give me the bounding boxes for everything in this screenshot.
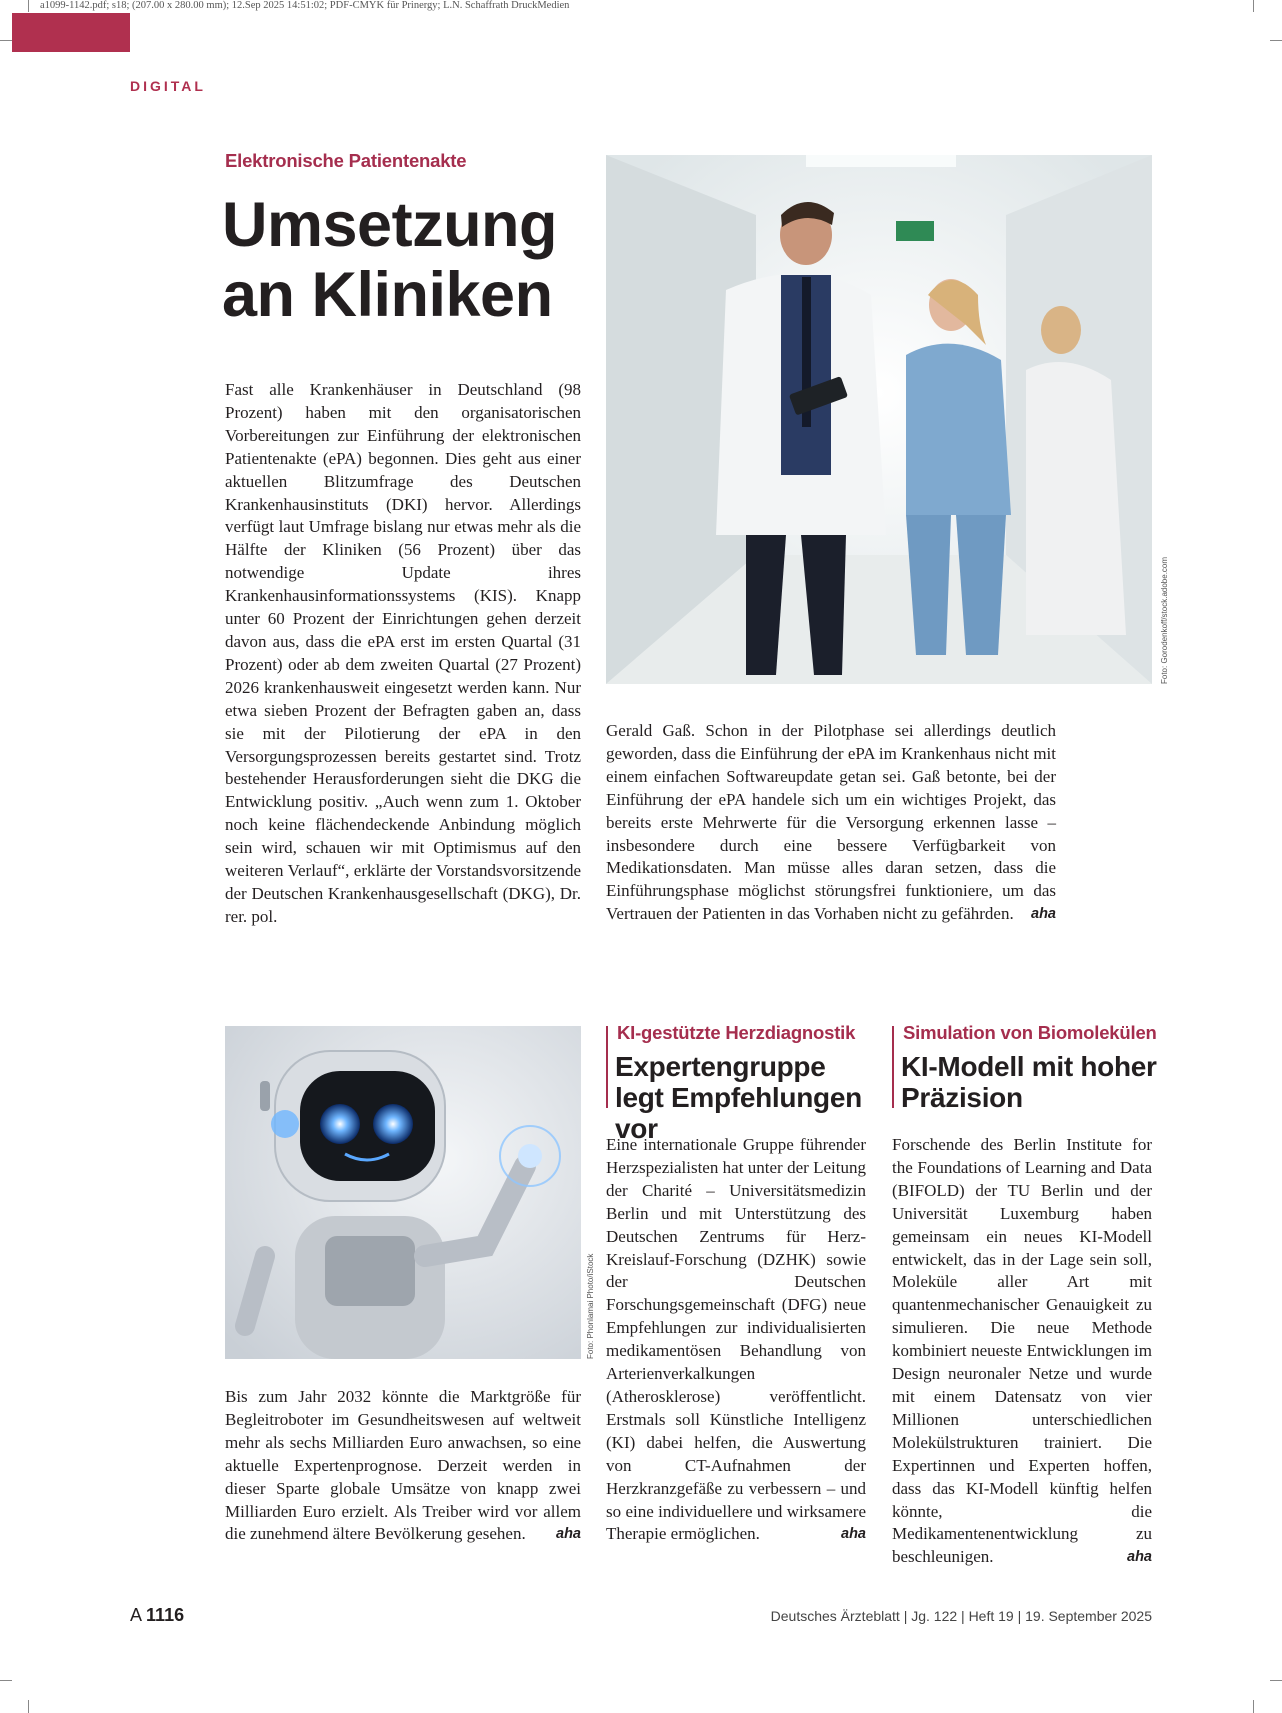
hospital-hallway-photo <box>606 155 1152 684</box>
crop-mark <box>28 1700 29 1713</box>
photo-credit: Foto: Gorodenkoff/stock.adobe.com <box>1160 556 1169 684</box>
article1-text: Fast alle Krankenhäuser in Deutschland (98 Prozent) haben mit den organisatorischen Vorbereitungen zur Einführung der elektronischen Patientenakte (ePA) begonnen. Dies geht aus einer aktuellen Blitzumfrage des Deutschen Krankenhausinstituts (DKI) hervor. Allerdings verfügt laut Umfrage bislang nur etwas mehr als die Hälfte der Kliniken (56 Prozent) über das notwendige Update ihres Krankenhausinformationssystems (KIS). Knapp unter 60 Prozent der Einrichtungen gehen derzeit davon aus, dass die ePA erst im ersten Quartal (31 Prozent) oder ab dem zweiten Quartal (27 Prozent) 2026 krankenhausweit eingesetzt werden kann. Nur etwa sieben Prozent der Befragten gaben an, dass sie mit der Pilotierung der ePA in den Versorgungsprozessen bereits gestartet sind. Trotz bestehender Herausforderungen sieht die DKG die Entwicklung positiv. „Auch wenn zum 1. Oktober noch keine flächendeckende Anbindung möglich sein wird, schauen wir mit Optimismus auf den weiteren Verlauf“, erklärte der Vorstandsvorsitzende der Deutschen Krankenhausgesellschaft (DKG), Dr. rer. pol. <box>225 380 581 926</box>
page-number <box>130 1605 184 1626</box>
hospital-hallway-illustration <box>606 155 1152 684</box>
article4-headline: KI-Modell mit hoher Präzision <box>901 1051 1157 1113</box>
page-prefix: A <box>130 1605 142 1625</box>
crop-mark <box>0 1680 12 1681</box>
author-signature: aha <box>1031 906 1056 923</box>
journal-info: Deutsches Ärzteblatt | Jg. 122 | Heft 19 | 19. September 2025 <box>770 1608 1152 1624</box>
robot-photo <box>225 1026 581 1359</box>
article1-text-continued: Gerald Gaß. Schon in der Pilotphase sei allerdings deutlich geworden, dass die Einführung der ePA im Krankenhaus nicht mit einem einfachen Softwareupdate getan sei. Gaß betonte, bei der Einführung der ePA handele sich um ein wichtiges Projekt, das bereits erste Mehrwerte für die Versorgung erkennen lasse – insbesondere durch eine bessere Verfügbarkeit von Medikationsdaten. Man müsse alles daran setzen, dass die Einführungsphase möglichst störungsfrei funktioniere, um das Vertrauen der Patienten in das Vorhaben nicht zu gefährden. <box>606 721 1056 924</box>
accent-rule <box>892 1026 894 1108</box>
article2-text: Bis zum Jahr 2032 könnte die Marktgröße für Begleitroboter im Gesundheitswesen auf weltweit mehr als sechs Milliarden Euro anwachsen, so eine aktuelle Expertenprognose. Derzeit werden in dieser Sparte globale Umsätze von knapp zwei Milliarden Euro erzielt. Als Treiber wird vor allem die zunehmend ältere Bevölkerung gesehen. <box>225 1387 581 1544</box>
article4-kicker: Simulation von Biomolekülen <box>903 1022 1157 1043</box>
crop-mark <box>0 40 12 41</box>
crop-mark <box>1253 0 1254 12</box>
crop-mark <box>1270 40 1282 41</box>
article4-text: Forschende des Berlin Institute for the Foundations of Learning and Data (BIFOLD) der TU Berlin und der Universität Luxemburg haben gemeinsam ein neues KI-Modell entwickelt, das in der Lage sein soll, Moleküle aller Art mit quantenmechanischer Genauigkeit zu simulieren. Die neue Methode kombiniert neueste Entwicklungen im Design neuronaler Netze und wurde mit einem Datensatz von vier Millionen unterschiedlichen Molekülstrukturen trainiert. Die Expertinnen und Experten hoffen, dass das KI-Modell künftig helfen könnte, die Medikamentenentwicklung zu beschleunigen. <box>892 1135 1152 1567</box>
crop-mark <box>28 0 29 12</box>
article4-text-block <box>892 1134 1152 1569</box>
robot-illustration <box>225 1026 581 1359</box>
article1-column-2 <box>606 720 1056 926</box>
crop-mark <box>1253 1700 1254 1713</box>
photo-credit: Foto: Phonlamai Photo/iStock <box>586 1253 595 1359</box>
author-signature: aha <box>556 1526 581 1543</box>
section-color-bar <box>12 13 130 52</box>
article1-headline <box>222 190 557 330</box>
author-signature: aha <box>841 1526 866 1543</box>
article1-kicker: Elektronische Patientenakte <box>225 150 467 171</box>
headline-line: an Kliniken <box>222 260 553 330</box>
section-label: DIGITAL <box>130 78 206 94</box>
author-signature: aha <box>1127 1549 1152 1566</box>
crop-mark <box>1270 1680 1282 1681</box>
article3-text: Eine internationale Gruppe führender Herzspezialisten hat unter der Leitung der Charité – Universitätsmedizin Berlin und mit Unterstützung des Deutschen Zentrums für Herz-Kreislauf-Forschung (DZHK) sowie der Deutschen Forschungsgemeinschaft (DFG) neue Empfehlungen zur individualisierten medikamentösen Behandlung von Arterienverkalkungen (Atherosklerose) veröffentlicht. Erstmals soll Künstliche Intelligenz (KI) dabei helfen, die Auswertung von CT-Aufnahmen der Herzkranzgefäße zu verbessern – und so eine individuellere und wirksamere Therapie ermöglichen. <box>606 1135 866 1544</box>
print-slug: a1099-1142.pdf; s18; (207.00 x 280.00 mm); 12.Sep 2025 14:51:02; PDF-CMYK für Prinergy; L.N. Schaffrath DruckMedien <box>40 0 570 11</box>
page-number-value: 1116 <box>146 1605 185 1625</box>
article3-headline: Expertengruppe legt Empfehlungen vor <box>615 1051 862 1144</box>
article3-text-block <box>606 1134 866 1546</box>
accent-rule <box>606 1026 608 1108</box>
article3-kicker: KI-gestützte Herzdiagnostik <box>617 1022 856 1043</box>
headline-line: Umsetzung <box>222 190 558 260</box>
article1-column-1 <box>225 379 581 929</box>
article2-text-block <box>225 1386 581 1546</box>
